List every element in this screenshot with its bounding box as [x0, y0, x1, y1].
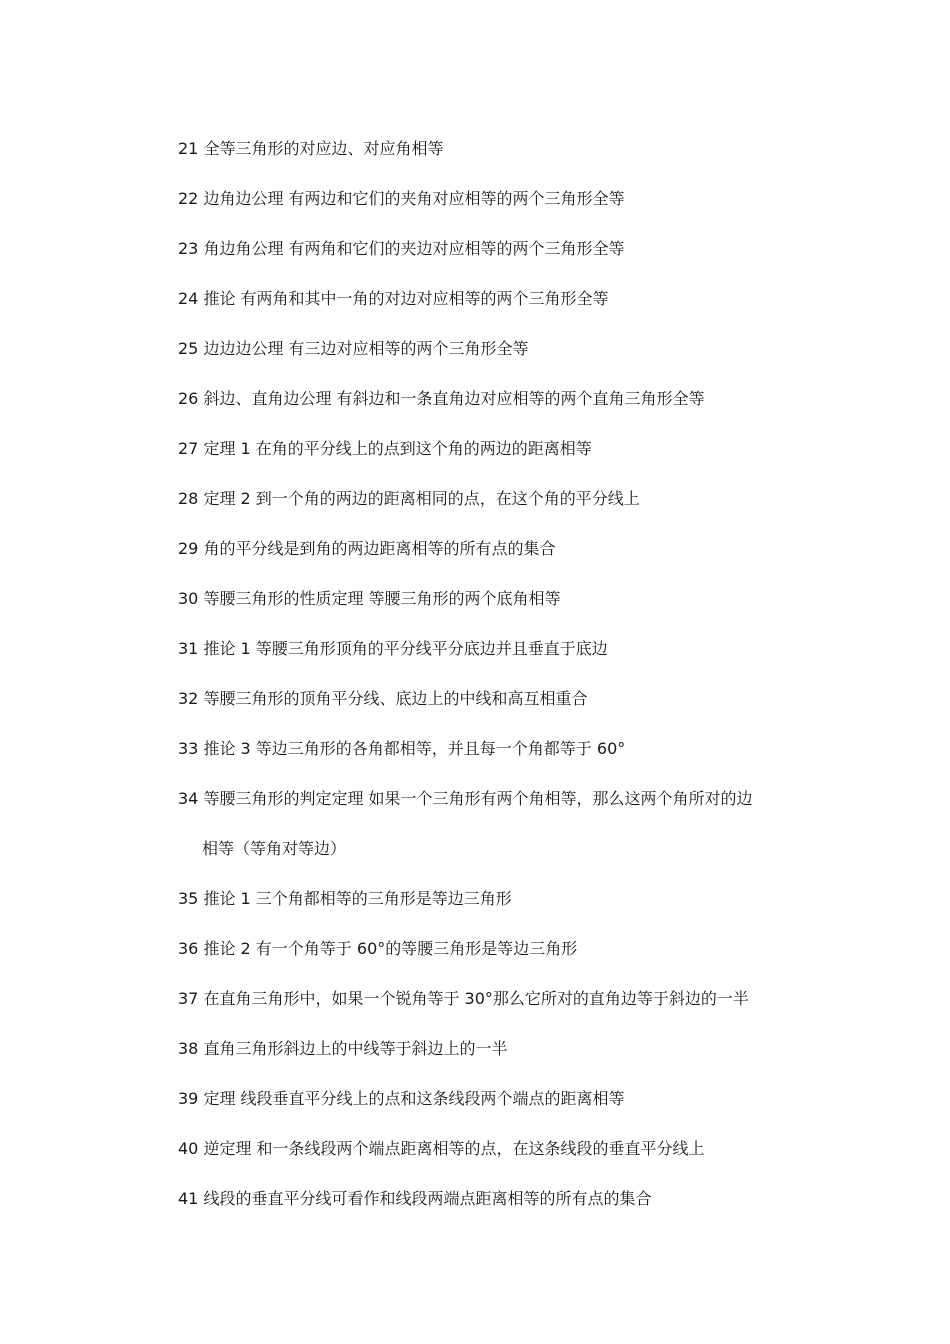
theorem-item-25: 25 边边边公理 有三边对应相等的两个三角形全等 — [178, 339, 529, 358]
theorem-item-28: 28 定理 2 到一个角的两边的距离相同的点，在这个角的平分线上 — [178, 489, 640, 508]
theorem-item-39: 39 定理 线段垂直平分线上的点和这条线段两个端点的距离相等 — [178, 1089, 625, 1108]
theorem-item-21: 21 全等三角形的对应边、对应角相等 — [178, 139, 444, 158]
theorem-item-27: 27 定理 1 在角的平分线上的点到这个角的两边的距离相等 — [178, 439, 592, 458]
theorem-item-34-line-2: 相等（等角对等边） — [202, 839, 347, 858]
theorem-item-29: 29 角的平分线是到角的两边距离相等的所有点的集合 — [178, 539, 556, 558]
theorem-item-37: 37 在直角三角形中，如果一个锐角等于 30°那么它所对的直角边等于斜边的一半 — [178, 989, 749, 1008]
theorem-item-36: 36 推论 2 有一个角等于 60°的等腰三角形是等边三角形 — [178, 939, 578, 958]
theorem-item-32: 32 等腰三角形的顶角平分线、底边上的中线和高互相重合 — [178, 689, 588, 708]
theorem-item-22: 22 边角边公理 有两边和它们的夹角对应相等的两个三角形全等 — [178, 189, 625, 208]
theorem-item-35: 35 推论 1 三个角都相等的三角形是等边三角形 — [178, 889, 512, 908]
theorem-item-31: 31 推论 1 等腰三角形顶角的平分线平分底边并且垂直于底边 — [178, 639, 608, 658]
theorem-item-26: 26 斜边、直角边公理 有斜边和一条直角边对应相等的两个直角三角形全等 — [178, 389, 705, 408]
theorem-item-34 — [178, 774, 818, 874]
theorem-list — [178, 124, 818, 1224]
theorem-item-40: 40 逆定理 和一条线段两个端点距离相等的点，在这条线段的垂直平分线上 — [178, 1139, 705, 1158]
theorem-item-38: 38 直角三角形斜边上的中线等于斜边上的一半 — [178, 1039, 508, 1058]
theorem-item-23: 23 角边角公理 有两角和它们的夹边对应相等的两个三角形全等 — [178, 239, 625, 258]
theorem-item-33: 33 推论 3 等边三角形的各角都相等，并且每一个角都等于 60° — [178, 739, 626, 758]
theorem-item-30: 30 等腰三角形的性质定理 等腰三角形的两个底角相等 — [178, 589, 561, 608]
theorem-item-41: 41 线段的垂直平分线可看作和线段两端点距离相等的所有点的集合 — [178, 1189, 652, 1208]
theorem-item-34-line-1: 34 等腰三角形的判定定理 如果一个三角形有两个角相等，那么这两个角所对的边 — [178, 789, 753, 808]
theorem-item-24: 24 推论 有两角和其中一角的对边对应相等的两个三角形全等 — [178, 289, 609, 308]
